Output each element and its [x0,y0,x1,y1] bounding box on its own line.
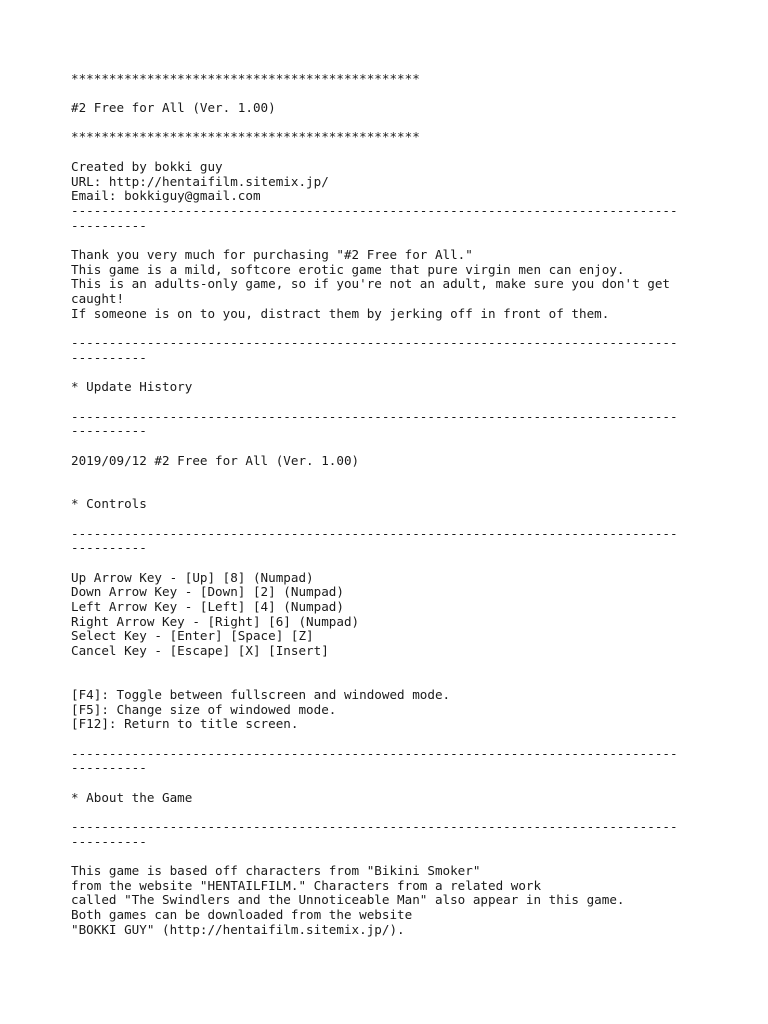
dash-rule-4b: ---------- [71,540,147,555]
dash-rule-5a: -------------------------------------------------------------------------------- [71,746,678,761]
credits-email: Email: bokkiguy@gmail.com [71,188,261,203]
update-history-entry: 2019/09/12 #2 Free for All (Ver. 1.00) [71,453,360,468]
about-line: "BOKKI GUY" (http://hentaifilm.sitemix.jp/). [71,922,405,937]
intro-line: This is an adults-only game, so if you're not an adult, make sure you don't get [71,276,670,291]
intro-line: Thank you very much for purchasing "#2 Free for All." [71,247,473,262]
dash-rule-5b: ---------- [71,760,147,775]
about-line: from the website "HENTAILFILM." Characters from a related work [71,878,542,893]
intro-line: If someone is on to you, distract them by jerking off in front of them. [71,306,610,321]
dash-rule-3b: ---------- [71,423,147,438]
dash-rule-3a: -------------------------------------------------------------------------------- [71,409,678,424]
function-key-line: [F12]: Return to title screen. [71,716,299,731]
about-line: This game is based off characters from "Bikini Smoker" [71,863,481,878]
control-key-line: Up Arrow Key - [Up] [8] (Numpad) [71,570,314,585]
dash-rule-6b: ---------- [71,834,147,849]
control-key-line: Left Arrow Key - [Left] [4] (Numpad) [71,599,344,614]
dash-rule-4a: -------------------------------------------------------------------------------- [71,526,678,541]
dash-rule-1b: ---------- [71,218,147,233]
dash-rule-2a: -------------------------------------------------------------------------------- [71,335,678,350]
control-key-line: Right Arrow Key - [Right] [6] (Numpad) [71,614,360,629]
star-rule-top: ********************************************** [71,71,420,86]
dash-rule-6a: -------------------------------------------------------------------------------- [71,819,678,834]
control-key-line: Cancel Key - [Escape] [X] [Insert] [71,643,329,658]
controls-heading: * Controls [71,496,147,511]
intro-line: caught! [71,291,125,306]
document-title: #2 Free for All (Ver. 1.00) [71,100,276,115]
control-key-line: Select Key - [Enter] [Space] [Z] [71,628,314,643]
credits-url: URL: http://hentaifilm.sitemix.jp/ [71,174,329,189]
about-line: Both games can be downloaded from the website [71,907,413,922]
dash-rule-1a: -------------------------------------------------------------------------------- [71,203,678,218]
credits-created-by: Created by bokki guy [71,159,223,174]
control-key-line: Down Arrow Key - [Down] [2] (Numpad) [71,584,344,599]
dash-rule-2b: ---------- [71,350,147,365]
intro-line: This game is a mild, softcore erotic game that pure virgin men can enjoy. [71,262,625,277]
document-page [71,0,751,1024]
function-key-line: [F4]: Toggle between fullscreen and windowed mode. [71,687,451,702]
about-line: called "The Swindlers and the Unnoticeable Man" also appear in this game. [71,892,625,907]
about-heading: * About the Game [71,790,193,805]
update-history-heading: * Update History [71,379,193,394]
function-key-line: [F5]: Change size of windowed mode. [71,702,337,717]
star-rule-bottom: ********************************************** [71,129,420,144]
